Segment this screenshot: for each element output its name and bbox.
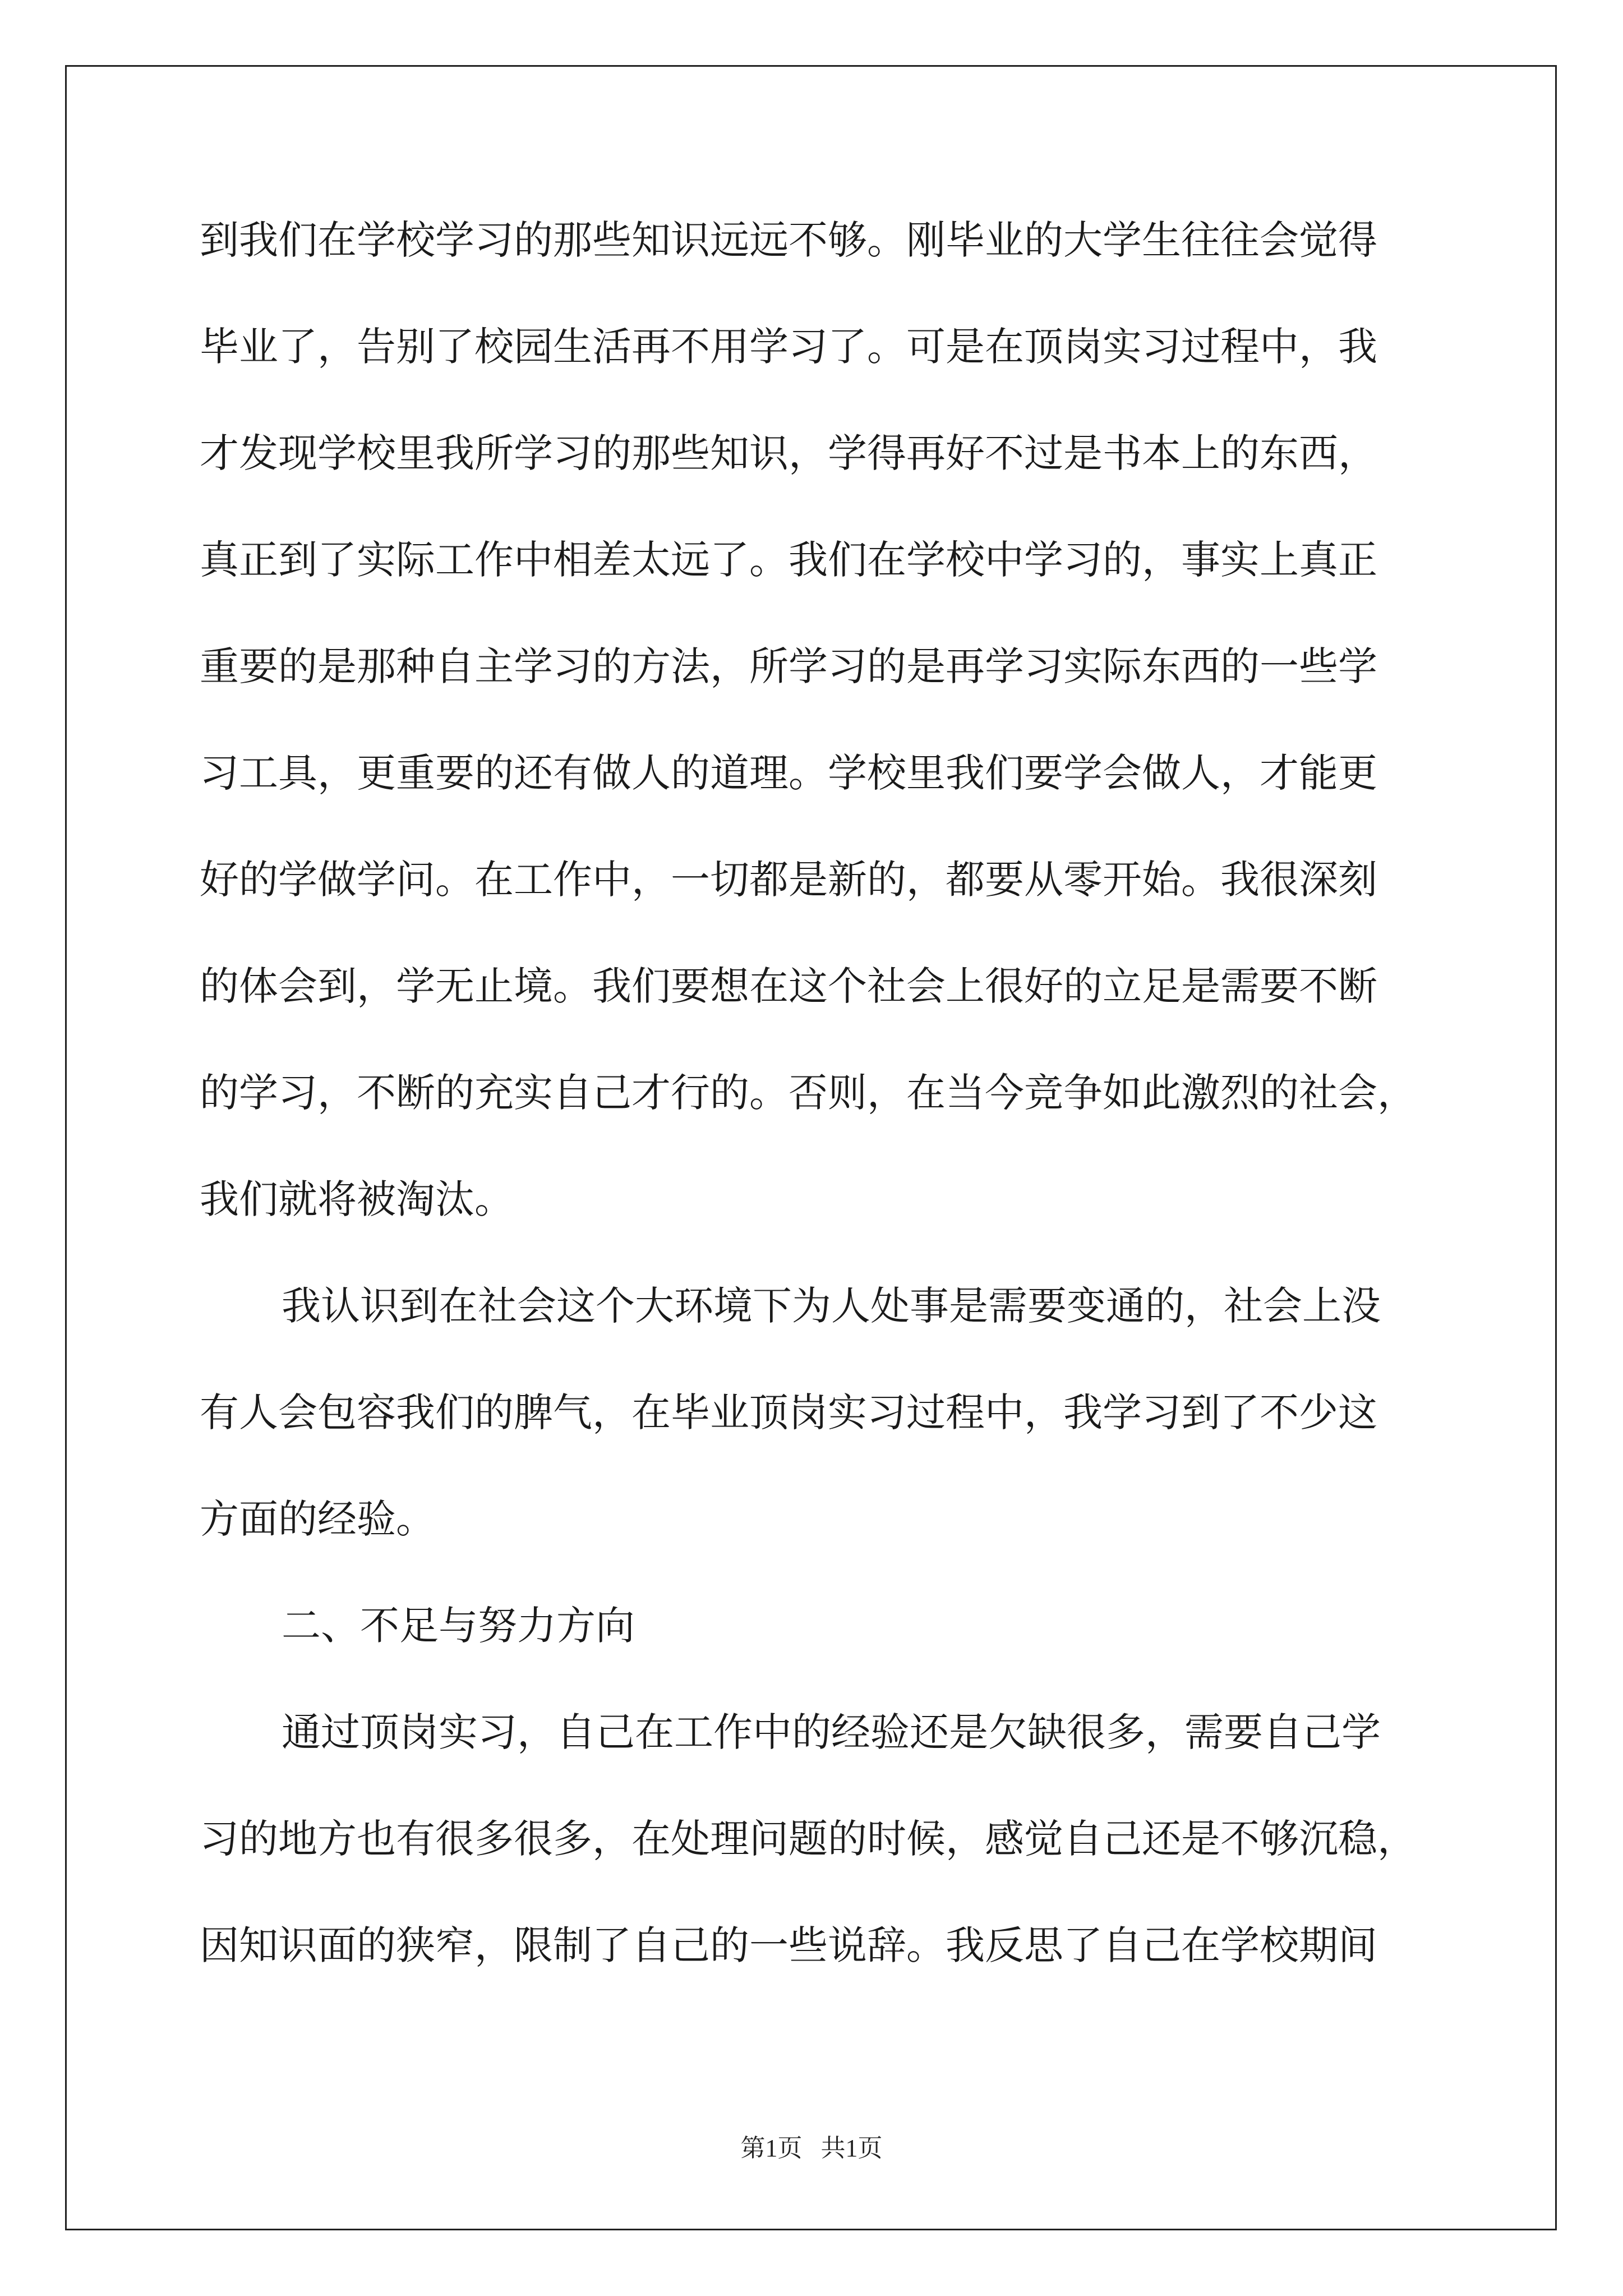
text-line: 我们就将被淘汰。 xyxy=(200,1176,514,1222)
text-line: 毕业了，告别了校园生活再不用学习了。可是在顶岗实习过程中，我 xyxy=(200,324,1377,370)
paragraph-first-line: 通过顶岗实习，自己在工作中的经验还是欠缺很多，需要自己学 xyxy=(282,1709,1381,1755)
text-line: 习的地方也有很多很多，在处理问题的时候，感觉自己还是不够沉稳， xyxy=(200,1816,1417,1862)
text-line: 有人会包容我们的脾气，在毕业顶岗实习过程中，我学习到了不少这 xyxy=(200,1389,1377,1435)
text-line: 的体会到，学无止境。我们要想在这个社会上很好的立足是需要不断 xyxy=(200,963,1377,1009)
section-heading: 二、不足与努力方向 xyxy=(282,1603,635,1649)
text-line: 方面的经验。 xyxy=(200,1496,435,1542)
text-line: 到我们在学校学习的那些知识远远不够。刚毕业的大学生往往会觉得 xyxy=(200,217,1377,263)
paragraph-first-line: 我认识到在社会这个大环境下为人处事是需要变通的，社会上没 xyxy=(282,1283,1381,1329)
text-line: 才发现学校里我所学习的那些知识，学得再好不过是书本上的东西， xyxy=(200,430,1377,476)
text-line: 的学习，不断的充实自己才行的。否则，在当今竞争如此激烈的社会， xyxy=(200,1070,1417,1116)
text-line: 好的学做学问。在工作中，一切都是新的，都要从零开始。我很深刻 xyxy=(200,857,1377,903)
text-line: 重要的是那种自主学习的方法，所学习的是再学习实际东西的一些学 xyxy=(200,643,1377,689)
text-line: 真正到了实际工作中相差太远了。我们在学校中学习的，事实上真正 xyxy=(200,537,1377,583)
text-line: 习工具，更重要的还有做人的道理。学校里我们要学会做人，才能更 xyxy=(200,750,1377,796)
page-border xyxy=(65,65,1557,2230)
page-number-footer: 第1页 共1页 xyxy=(740,2134,883,2162)
text-line: 因知识面的狭窄，限制了自己的一些说辞。我反思了自己在学校期间 xyxy=(200,1922,1377,1968)
